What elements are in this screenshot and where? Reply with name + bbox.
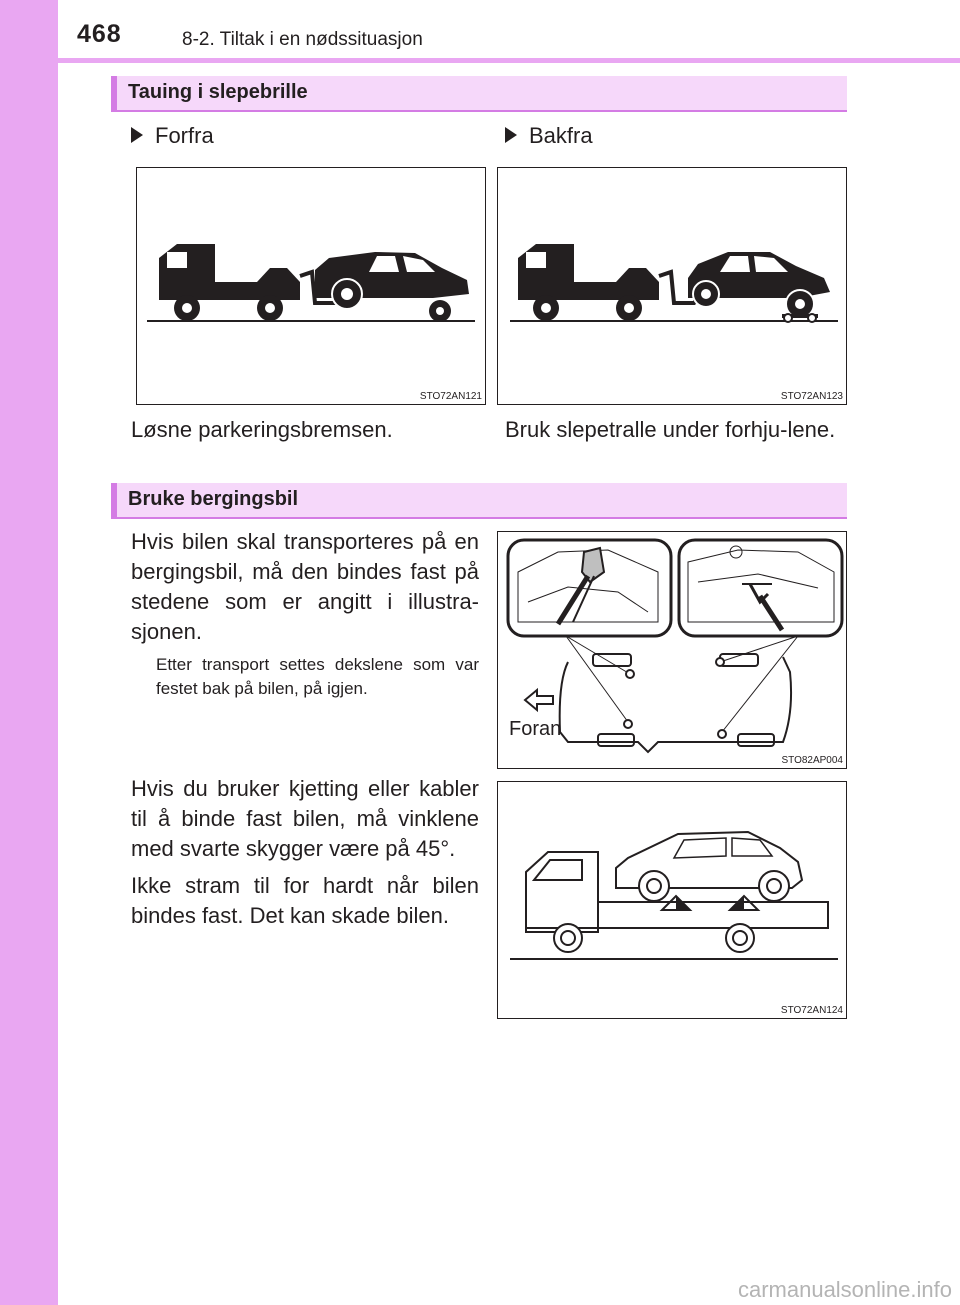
section-header-towing-dolly — [111, 76, 847, 112]
bullet-triangle-icon — [131, 127, 143, 143]
flatbed-paragraph-3: Ikke stram til for hardt når bilen bindes fast. Det kan skade bilen. — [131, 873, 479, 928]
bullet-rear-label: Bakfra — [529, 123, 593, 148]
rear-tow-instruction: Bruk slepetralle under forhju-lene. — [505, 417, 836, 442]
chapter-sidebar-bar — [0, 0, 58, 1305]
figure-code: STO82AP004 — [781, 755, 843, 766]
figure-rear-tow — [497, 167, 847, 405]
tow-truck-front-illustration — [137, 168, 487, 406]
figure-tie-down-points — [497, 531, 847, 769]
flatbed-truck-illustration — [498, 782, 848, 1020]
front-direction-label: Foran — [509, 718, 562, 740]
section-title: Bruke bergingsbil — [128, 488, 299, 510]
figure-code: STO72AN121 — [419, 391, 482, 402]
figure-flatbed-truck — [497, 781, 847, 1019]
front-tow-instruction: Løsne parkeringsbremsen. — [131, 417, 393, 442]
page-number: 468 — [77, 20, 122, 48]
figure-code: STO72AN124 — [780, 1005, 843, 1016]
flatbed-paragraph-2: Hvis du bruker kjetting eller kabler til å binde fast bilen, må vinklene med svarte skygger være på 45°. — [131, 776, 479, 861]
section-header-flatbed — [111, 483, 847, 519]
flatbed-note: Etter transport settes dekslene som var festet bak på bilen, på igjen. — [156, 655, 479, 698]
chapter-title: 8-2. Tiltak i en nødssituasjon — [182, 29, 423, 50]
header-rule — [58, 58, 960, 63]
bullet-triangle-icon — [505, 127, 517, 143]
figure-front-tow — [136, 167, 486, 405]
figure-code: STO72AN123 — [780, 391, 843, 402]
tow-truck-rear-illustration — [498, 168, 848, 406]
bullet-front-label: Forfra — [155, 123, 214, 148]
section-title: Tauing i slepebrille — [128, 81, 308, 103]
bullet-front — [131, 123, 214, 149]
bullet-rear — [505, 123, 593, 149]
watermark: carmanualsonline.info — [737, 1277, 952, 1302]
flatbed-paragraph-1: Hvis bilen skal transporteres på en bergingsbil, må den bindes fast på stedene som er angitt i illustra-sjonen. — [131, 529, 479, 644]
